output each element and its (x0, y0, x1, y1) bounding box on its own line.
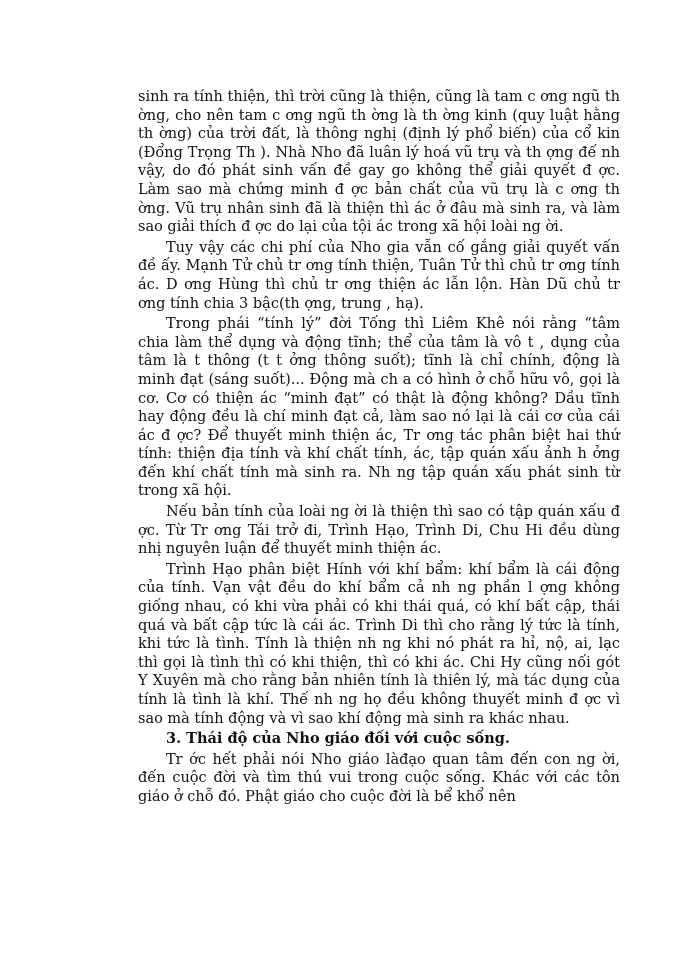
paragraph-5: Trình Hạo phân biệt Hính với khí bẩm: khí bẩm là cái động của tính. Vạn vật đều do khí bẩm cả nh ng phần l ợng không giống nhau, có khi vừa phải có khi thái quá, có khí bất cập, thái quá và bất cập tức là cái ác. Trình Di thì cho rằng lý tức là tính, khi tức là tình. Tính là thiện nh ng khi nó phát ra hỉ, nộ, ai, lạc thì gọi là tình thì có khi thiện, thì có khi ác. Chi Hy cũng nối gót Y Xuyên mà cho rằng bản nhiên tính là thiên lý, mà tác dụng của tính là tình là khí. Thế nh ng họ đều không thuyết minh đ ợc vì sao mà tính động và vì sao khí động mà sinh ra khác nhau. (138, 561, 620, 727)
paragraph-6: Tr ớc hết phải nói Nho giáo làđạo quan tâm đến con ng ời, đến cuộc đời và tìm thú vui trong cuộc sống. Khác với các tôn giáo ở chỗ đó. Phật giáo cho cuộc đời là bể khổ nên (138, 751, 620, 805)
section-heading: 3. Thái độ của Nho giáo đối với cuộc sống. (166, 730, 510, 748)
paragraph-2: Tuy vậy các chi phí của Nho gia vẫn cố gắng giải quyết vấn đề ấy. Mạnh Tử chủ tr ơng tính thiện, Tuân Tử thì chủ tr ơng tính ác. D ơng Hùng thì chủ tr ơng thiện ác lẫn lộn. Hàn Dũ chủ tr ơng tính chia 3 bậc(th ợng, trung , hạ). (138, 239, 620, 312)
paragraph-4: Nếu bản tính của loài ng ời là thiện thì sao có tập quán xấu đ ợc. Từ Tr ơng Tái trở đi, Trình Hạo, Trình Di, Chu Hi đều dùng nhị nguyên luận để thuyết minh thiện ác. (138, 504, 620, 558)
paragraph-1: sinh ra tính thiện, thì trời cũng là thiện, cũng là tam c ơng ngũ th ờng, cho nên tam c ơng ngũ th ờng là th ờng kinh (quy luật hằng th ờng) của trời đất, là thông nghị (định lý phổ biến) của cổ kin (Đổng Trọng Th ). Nhà Nho đã luân lý hoá vũ trụ và th ợng đế nh vậy, do đó phát sinh vấn đề gay go không thể giải quyết đ ợc. Làm sao mà chứng minh đ ợc bản chất của vũ trụ là c ơng th ờng. Vũ trụ nhân sinh đã là thiện thì ác ở đâu mà sinh ra, và làm sao giải thích đ ợc do lại của tội ác trong xã hội loài ng ời. (138, 89, 620, 236)
paragraph-3: Trong phái “tính lý” đời Tống thì Liêm Khê nói rằng “tâm chia làm thể dụng và động tĩnh; thể của tâm là vô t , dụng của tâm là t thông (t t ởng thông suốt); tĩnh là chỉ chính, động là minh đạt (sáng suốt)... Động mà ch a có hình ở chỗ hữu vô, gọi là cơ. Cơ có thiện ác “minh đạt” có thật là động không? Dầu tĩnh hay động đều là chí minh đạt cả, làm sao nó lại là cái cơ của cái ác đ ợc? Để thuyết minh thiện ác, Tr ơng tác phân biệt hai thứ tính: thiện địa tính và khí chất tính, ác, tập quán xấu ảnh h ởng đến khí chất tính mà sinh ra. Nh ng tập quán xấu phát sinh từ trong xã hội. (138, 316, 620, 500)
